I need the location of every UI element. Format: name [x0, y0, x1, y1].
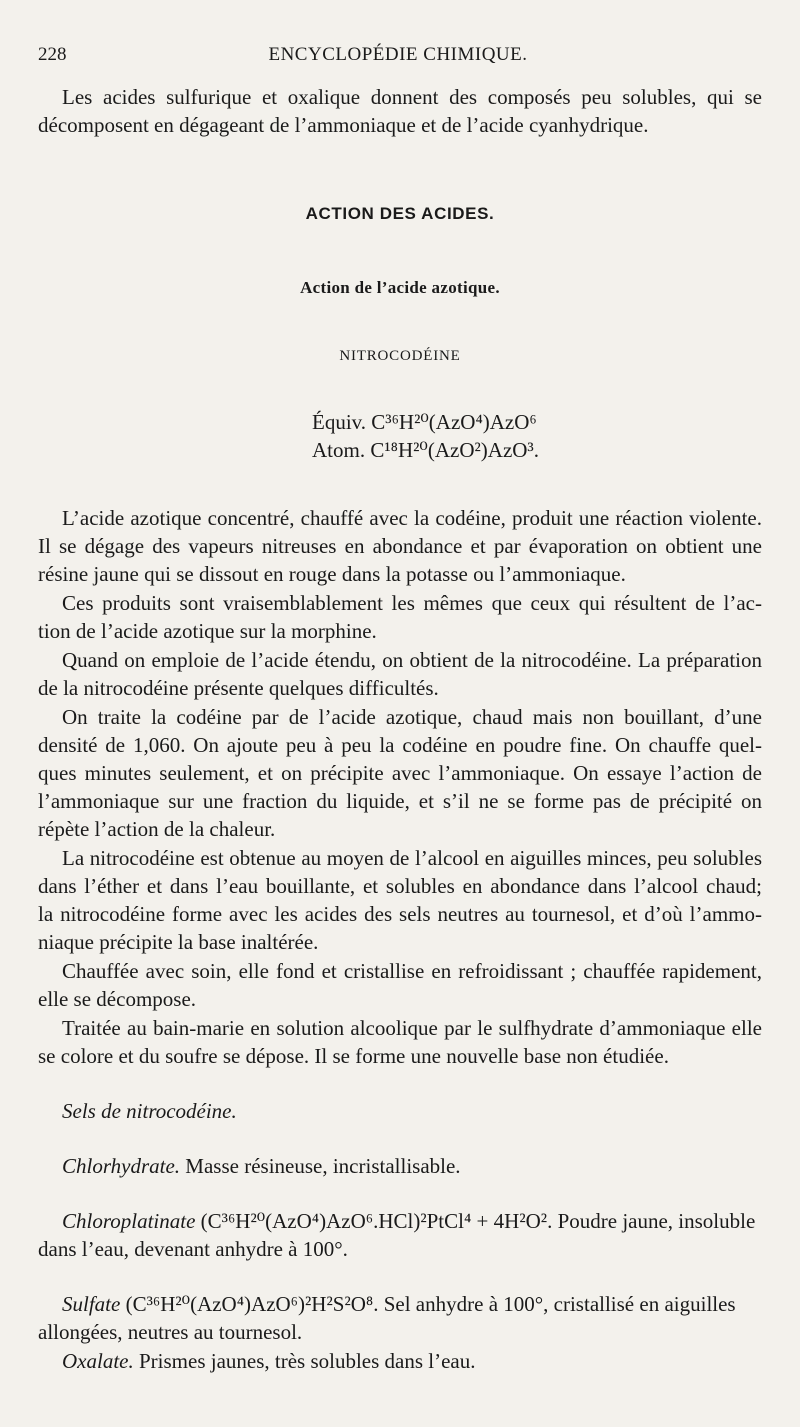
salt-chlorhydrate [62, 1153, 461, 1180]
paragraph-line: ques minutes seulement, et on précipite avec l’ammoniaque. On essaye l’action de [38, 761, 762, 785]
salt-name: Oxalate. [62, 1349, 134, 1373]
paragraph-line: elle se décompose. [38, 987, 197, 1011]
salt-name: Sulfate [62, 1292, 121, 1316]
salt-formula: (C³⁶H²⁰(AzO⁴)AzO⁶)²H²S²O⁸. Sel anhydre à 100°, cristallisé en aiguilles [125, 1292, 736, 1316]
paragraph-line: Quand on emploie de l’acide étendu, on obtient de la nitrocodéine. La préparation [62, 648, 762, 672]
salt-chloroplatinate [62, 1208, 755, 1235]
salts-heading [62, 1098, 237, 1125]
paragraph-line: tion de l’acide azotique sur la morphine. [38, 619, 377, 643]
salt-sulfate [62, 1291, 736, 1318]
paragraph-line: se colore et du soufre se dépose. Il se forme une nouvelle base non étudiée. [38, 1044, 669, 1068]
paragraph-line: la nitrocodéine forme avec les acides des sels neutres au tournesol, et d’où l’ammo- [38, 902, 762, 926]
formula-atom: Atom. C¹⁸H²⁰(AzO²)AzO³. [312, 438, 539, 462]
page-header [38, 44, 758, 70]
intro-line: décomposent en dégageant de l’ammoniaque et de l’acide cyanhydrique. [38, 113, 649, 137]
section-title: ACTION DES ACIDES. [305, 204, 495, 223]
paragraph-line: densité de 1,060. On ajoute peu à peu la codéine en poudre fine. On chauffe quel- [38, 733, 762, 757]
formula-equiv: Équiv. C³⁶H²⁰(AzO⁴)AzO⁶ [312, 410, 537, 434]
paragraph-line: de la nitrocodéine présente quelques difficultés. [38, 676, 439, 700]
paragraph-line: Il se dégage des vapeurs nitreuses en abondance et par évaporation on obtient une [38, 534, 762, 558]
salt-name: Chlorhydrate. [62, 1154, 181, 1178]
salt-description: Masse résineuse, incristallisable. [185, 1154, 461, 1178]
salt-description: allongées, neutres au tournesol. [38, 1320, 303, 1344]
paragraph-line: dans l’éther et dans l’eau bouillante, et solubles en abondance dans l’alcool chaud; [38, 874, 762, 898]
paragraph-line: répète l’action de la chaleur. [38, 817, 276, 841]
salt-formula: (C³⁶H²⁰(AzO⁴)AzO⁶.HCl)²PtCl⁴ + 4H²O². Poudre jaune, insoluble [200, 1209, 756, 1233]
paragraph-line: niaque précipite la base inaltérée. [38, 930, 319, 954]
salts-heading-text: Sels de nitrocodéine. [62, 1099, 237, 1123]
compound-title: NITROCODÉINE [339, 348, 461, 364]
paragraph-line: Traitée au bain-marie en solution alcoolique par le sulfhydrate d’ammoniaque elle [62, 1016, 762, 1040]
page-number: 228 [38, 44, 67, 65]
subsection-title: Action de l’acide azotique. [300, 278, 500, 297]
salt-description: dans l’eau, devenant anhydre à 100°. [38, 1237, 348, 1261]
salt-oxalate [62, 1348, 476, 1375]
paragraph-line: l’ammoniaque sur une fraction du liquide, et s’il ne se forme pas de précipité on [38, 789, 762, 813]
salt-name: Chloroplatinate [62, 1209, 196, 1233]
paragraph-line: Ces produits sont vraisemblablement les mêmes que ceux qui résultent de l’ac- [62, 591, 762, 615]
running-title: ENCYCLOPÉDIE CHIMIQUE. [268, 44, 528, 65]
paragraph-line: résine jaune qui se dissout en rouge dans la potasse ou l’ammoniaque. [38, 562, 626, 586]
paragraph-line: L’acide azotique concentré, chauffé avec la codéine, produit une réaction violente. [62, 506, 762, 530]
paragraph-line: La nitrocodéine est obtenue au moyen de l’alcool en aiguilles minces, peu solubles [62, 846, 762, 870]
paragraph-line: On traite la codéine par de l’acide azotique, chaud mais non bouillant, d’une [62, 705, 762, 729]
paragraph-line: Chauffée avec soin, elle fond et cristallise en refroidissant ; chauffée rapidement, [62, 959, 762, 983]
intro-line: Les acides sulfurique et oxalique donnent des composés peu solubles, qui se [62, 85, 762, 109]
salt-description: Prismes jaunes, très solubles dans l’eau. [138, 1349, 476, 1373]
